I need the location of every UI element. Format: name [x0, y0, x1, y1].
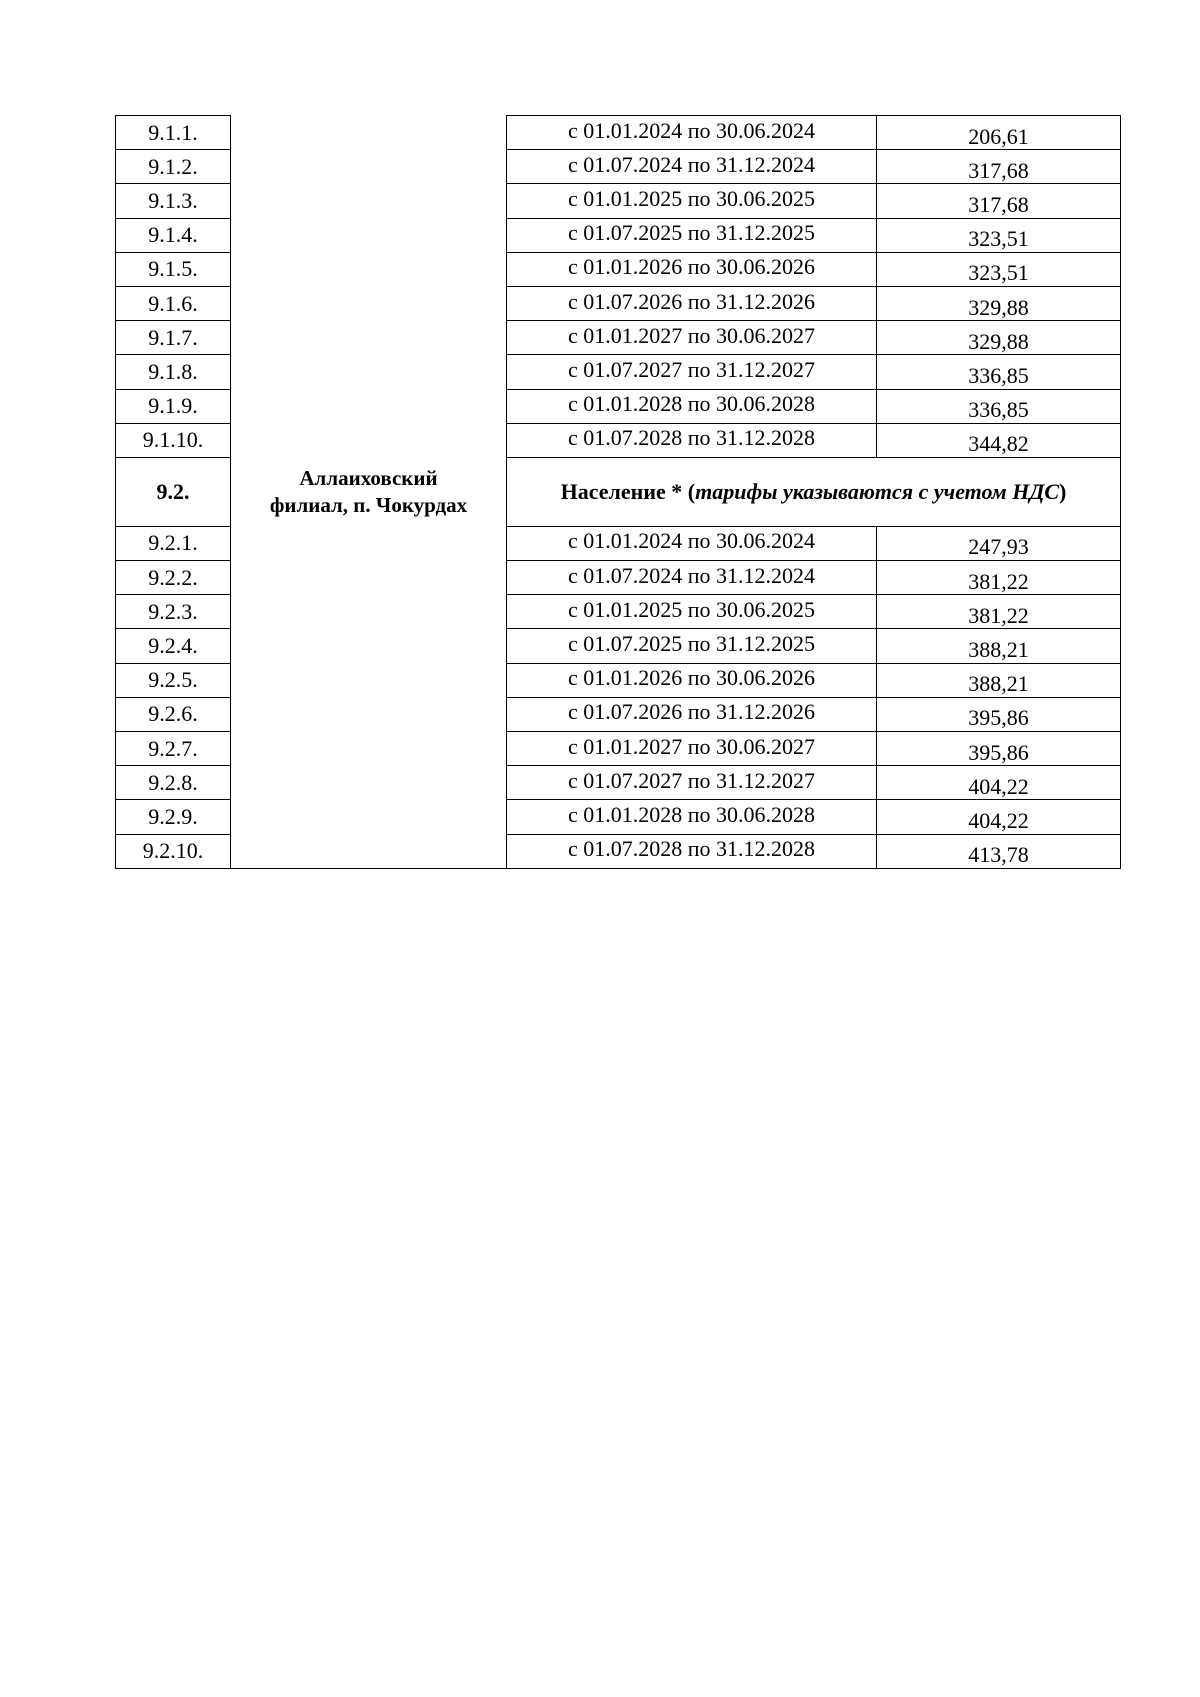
- period-cell: [507, 355, 877, 389]
- row-number: 9.2.3.: [116, 595, 231, 629]
- value-text: 404,22: [968, 773, 1029, 799]
- row-number: 9.2.6.: [116, 697, 231, 731]
- row-number: 9.1.5.: [116, 252, 231, 286]
- period-cell: [507, 184, 877, 218]
- value-cell: [877, 286, 1121, 320]
- row-number: 9.2.8.: [116, 766, 231, 800]
- value-cell: [877, 800, 1121, 834]
- value-cell: [877, 389, 1121, 423]
- period-cell: [507, 321, 877, 355]
- value-text: 317,68: [968, 157, 1029, 183]
- value-cell: [877, 629, 1121, 663]
- period-text: с 01.07.2028 по 31.12.2028: [567, 425, 816, 451]
- value-text: 317,68: [968, 191, 1029, 217]
- period-text: с 01.01.2027 по 30.06.2027: [567, 322, 816, 348]
- row-number: 9.1.1.: [116, 116, 231, 150]
- value-cell: [877, 732, 1121, 766]
- value-cell: [877, 561, 1121, 595]
- row-number: 9.1.3.: [116, 184, 231, 218]
- row-number: 9.1.4.: [116, 218, 231, 252]
- row-number: 9.2.4.: [116, 629, 231, 663]
- row-number: 9.2.7.: [116, 732, 231, 766]
- value-text: 388,21: [968, 637, 1029, 663]
- period-text: с 01.07.2027 по 31.12.2027: [567, 356, 816, 382]
- value-text: 381,22: [968, 602, 1029, 628]
- period-cell: [507, 389, 877, 423]
- value-cell: [877, 834, 1121, 868]
- group-title: [507, 457, 1121, 526]
- period-cell: [507, 663, 877, 697]
- period-text: с 01.01.2025 по 30.06.2025: [567, 596, 816, 622]
- value-text: 381,22: [968, 568, 1029, 594]
- period-text: с 01.07.2025 по 31.12.2025: [567, 220, 816, 246]
- row-number: 9.1.8.: [116, 355, 231, 389]
- group-title-plain: Население * (: [560, 478, 696, 504]
- value-cell: [877, 116, 1121, 150]
- row-number: 9.1.2.: [116, 150, 231, 184]
- period-cell: [507, 800, 877, 834]
- value-text: 395,86: [968, 739, 1029, 765]
- row-number: 9.1.7.: [116, 321, 231, 355]
- value-text: 404,22: [968, 807, 1029, 833]
- period-cell: [507, 218, 877, 252]
- period-cell: [507, 732, 877, 766]
- value-text: 247,93: [968, 534, 1029, 560]
- value-cell: [877, 766, 1121, 800]
- row-number: 9.2.10.: [116, 834, 231, 868]
- value-text: 413,78: [968, 842, 1029, 868]
- period-text: с 01.01.2024 по 30.06.2024: [567, 528, 816, 554]
- row-number: 9.1.6.: [116, 286, 231, 320]
- value-text: 329,88: [968, 328, 1029, 354]
- value-text: 323,51: [968, 260, 1029, 286]
- value-text: 336,85: [968, 397, 1029, 423]
- row-number: 9.1.9.: [116, 389, 231, 423]
- value-cell: [877, 355, 1121, 389]
- value-text: 336,85: [968, 362, 1029, 388]
- value-text: 395,86: [968, 705, 1029, 731]
- value-cell: [877, 150, 1121, 184]
- period-text: с 01.07.2027 по 31.12.2027: [567, 767, 816, 793]
- value-text: 323,51: [968, 226, 1029, 252]
- period-cell: [507, 150, 877, 184]
- period-text: с 01.01.2028 по 30.06.2028: [567, 391, 816, 417]
- period-cell: [507, 766, 877, 800]
- table-row: [116, 116, 1121, 150]
- period-text: с 01.01.2024 по 30.06.2024: [567, 117, 816, 143]
- row-number: 9.1.10.: [116, 423, 231, 457]
- period-text: с 01.07.2025 по 31.12.2025: [567, 631, 816, 657]
- value-text: 206,61: [968, 123, 1029, 149]
- value-cell: [877, 423, 1121, 457]
- period-text: с 01.01.2028 по 30.06.2028: [567, 801, 816, 827]
- period-text: с 01.01.2025 по 30.06.2025: [567, 185, 816, 211]
- period-cell: [507, 423, 877, 457]
- value-text: 388,21: [968, 671, 1029, 697]
- group-title-italic: тарифы указываются с учетом НДС: [695, 478, 1060, 504]
- period-cell: [507, 252, 877, 286]
- period-text: с 01.01.2026 по 30.06.2026: [567, 254, 816, 280]
- period-text: с 01.01.2027 по 30.06.2027: [567, 733, 816, 759]
- period-cell: [507, 526, 877, 560]
- period-text: с 01.07.2024 по 31.12.2024: [567, 151, 816, 177]
- period-cell: [507, 629, 877, 663]
- period-text: с 01.01.2026 по 30.06.2026: [567, 665, 816, 691]
- row-number: 9.2.2.: [116, 561, 231, 595]
- period-text: с 01.07.2026 по 31.12.2026: [567, 288, 816, 314]
- period-cell: [507, 561, 877, 595]
- value-cell: [877, 252, 1121, 286]
- value-text: 344,82: [968, 431, 1029, 457]
- value-cell: [877, 697, 1121, 731]
- value-cell: [877, 218, 1121, 252]
- period-cell: [507, 116, 877, 150]
- branch-name-line2: филиал, п. Чокурдах: [269, 492, 468, 517]
- row-number: 9.2.5.: [116, 663, 231, 697]
- period-cell: [507, 697, 877, 731]
- period-text: с 01.07.2028 по 31.12.2028: [567, 836, 816, 862]
- section-number: 9.2.: [116, 457, 231, 526]
- branch-label: [231, 457, 507, 526]
- row-number: 9.2.1.: [116, 526, 231, 560]
- branch-name-line1: Аллаиховский: [299, 465, 438, 490]
- value-cell: [877, 595, 1121, 629]
- period-text: с 01.07.2026 по 31.12.2026: [567, 699, 816, 725]
- period-text: с 01.07.2024 по 31.12.2024: [567, 562, 816, 588]
- value-text: 329,88: [968, 294, 1029, 320]
- period-cell: [507, 834, 877, 868]
- period-cell: [507, 595, 877, 629]
- value-cell: [877, 321, 1121, 355]
- group-title-close: ): [1059, 478, 1067, 504]
- value-cell: [877, 526, 1121, 560]
- value-cell: [877, 184, 1121, 218]
- period-cell: [507, 286, 877, 320]
- value-cell: [877, 663, 1121, 697]
- row-number: 9.2.9.: [116, 800, 231, 834]
